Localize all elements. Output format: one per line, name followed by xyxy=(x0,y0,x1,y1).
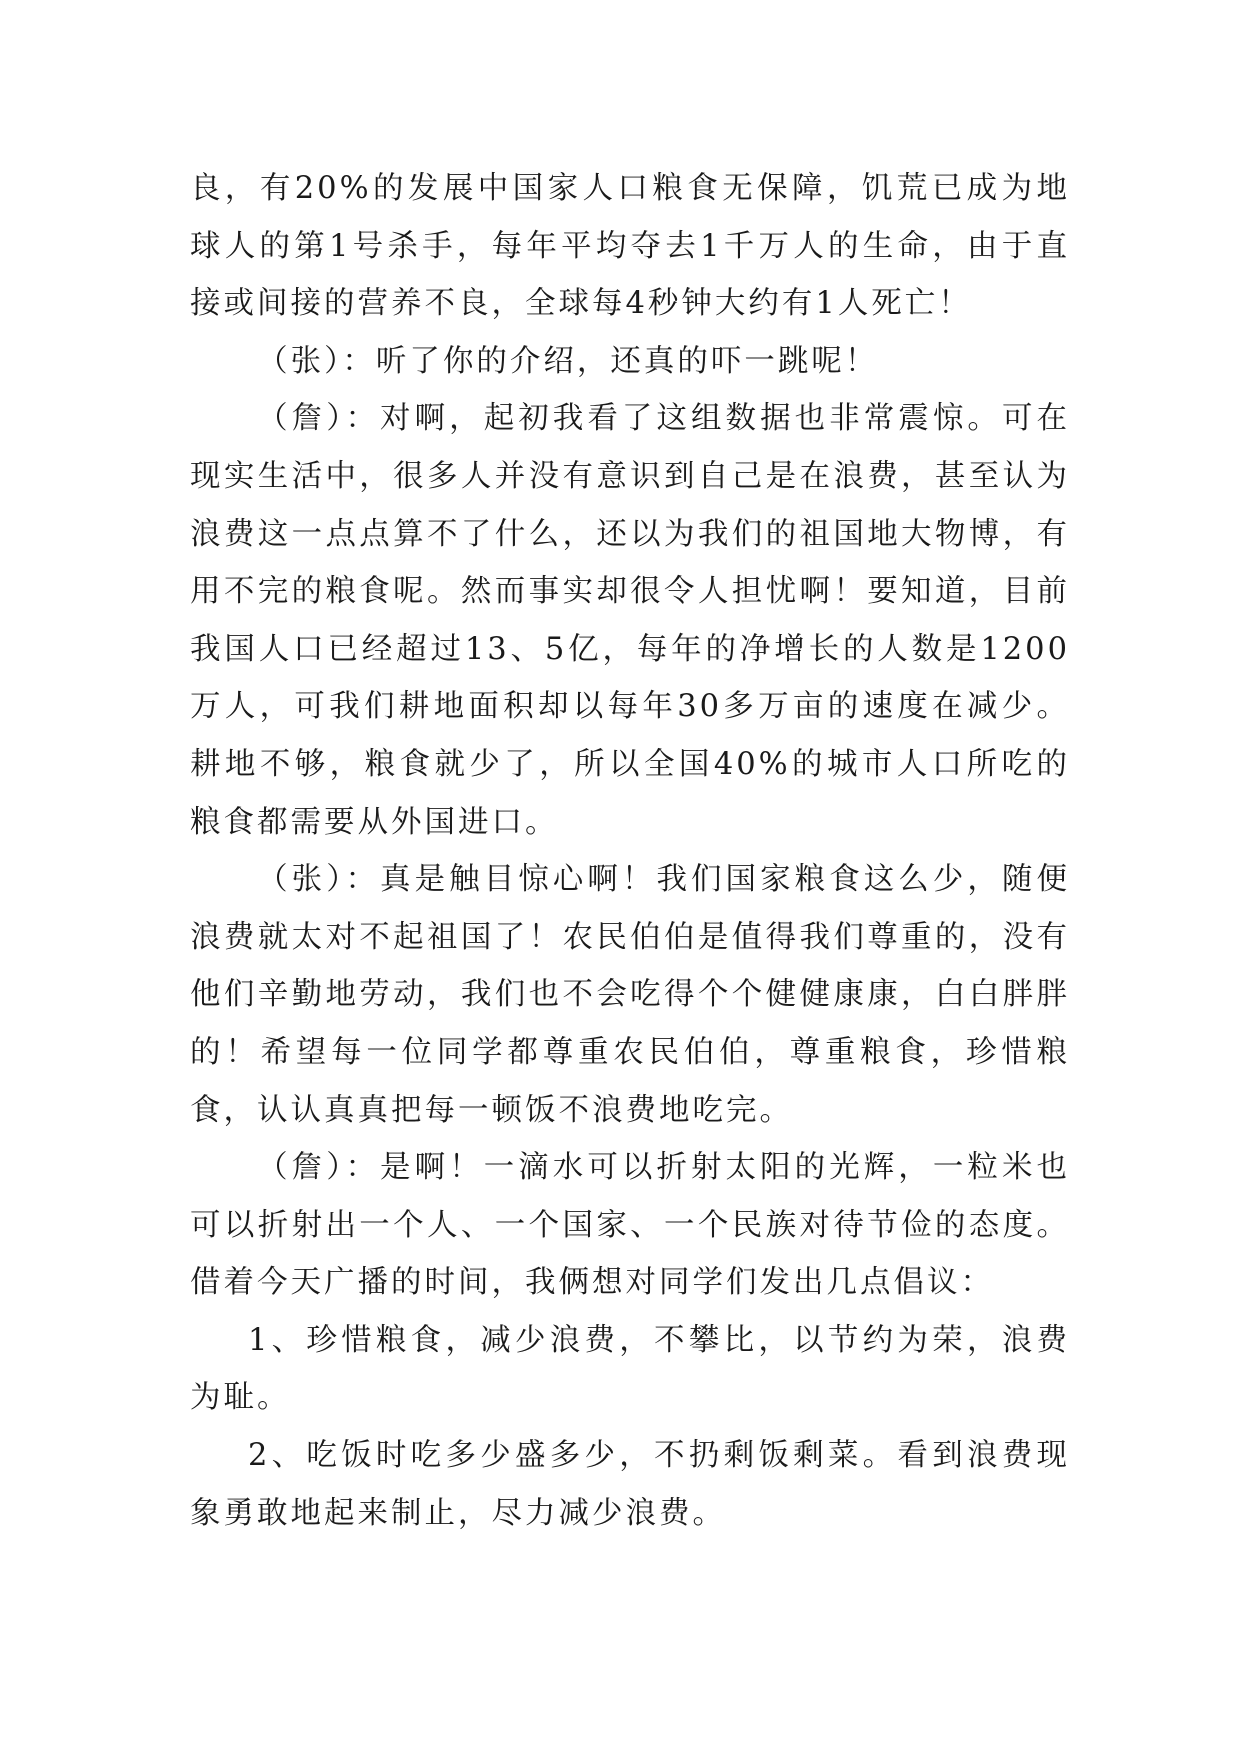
paragraph-zhang-reply: （张）：听了你的介绍，还真的吓一跳呢！ xyxy=(257,343,879,379)
paragraph-zhang-respect: （张）：真是触目惊心啊！我们国家粮食这么少，随便浪费就太对不起祖国了！农民伯伯是值得我们尊重的，没有他们辛勤地劳动，我们也不会吃得个个健健康康，白白胖胖的！希望每一位同学都尊重农民伯伯，尊重粮食，珍惜粮食，认认真真把每一顿饭不浪费地吃完。 xyxy=(190,862,1070,1128)
document-body xyxy=(190,160,1070,1542)
proposal-item-1: 1、珍惜粮食，减少浪费，不攀比，以节约为荣，浪费为耻。 xyxy=(190,1322,1070,1416)
proposal-item-2: 2、吃饭时吃多少盛多少，不扔剩饭剩菜。看到浪费现象勇敢地起来制止，尽力减少浪费。 xyxy=(190,1438,1070,1531)
paragraph-continuation: 良，有20%的发展中国家人口粮食无保障，饥荒已成为地球人的第1号杀手，每年平均夺去1千万人的生命，由于直接或间接的营养不良，全球每4秒钟大约有1人死亡！ xyxy=(190,171,1070,322)
paragraph-zhan-statistics: （詹）：对啊，起初我看了这组数据也非常震惊。可在现实生活中，很多人并没有意识到自己是在浪费，甚至认为浪费这一点点算不了什么，还以为我们的祖国地大物博，有用不完的粮食呢。然而事实却很令人担忧啊！要知道，目前我国人口已经超过13、5亿，每年的净增长的人数是1200万人，可我们耕地面积却以每年30多万亩的速度在减少。耕地不够，粮食就少了，所以全国40%的城市人口所吃的粮食都需要从外国进口。 xyxy=(190,401,1070,840)
paragraph-zhan-proposal: （詹）：是啊！一滴水可以折射太阳的光辉，一粒米也可以折射出一个人、一个国家、一个民族对待节俭的态度。借着今天广播的时间，我俩想对同学们发出几点倡议： xyxy=(190,1150,1070,1301)
